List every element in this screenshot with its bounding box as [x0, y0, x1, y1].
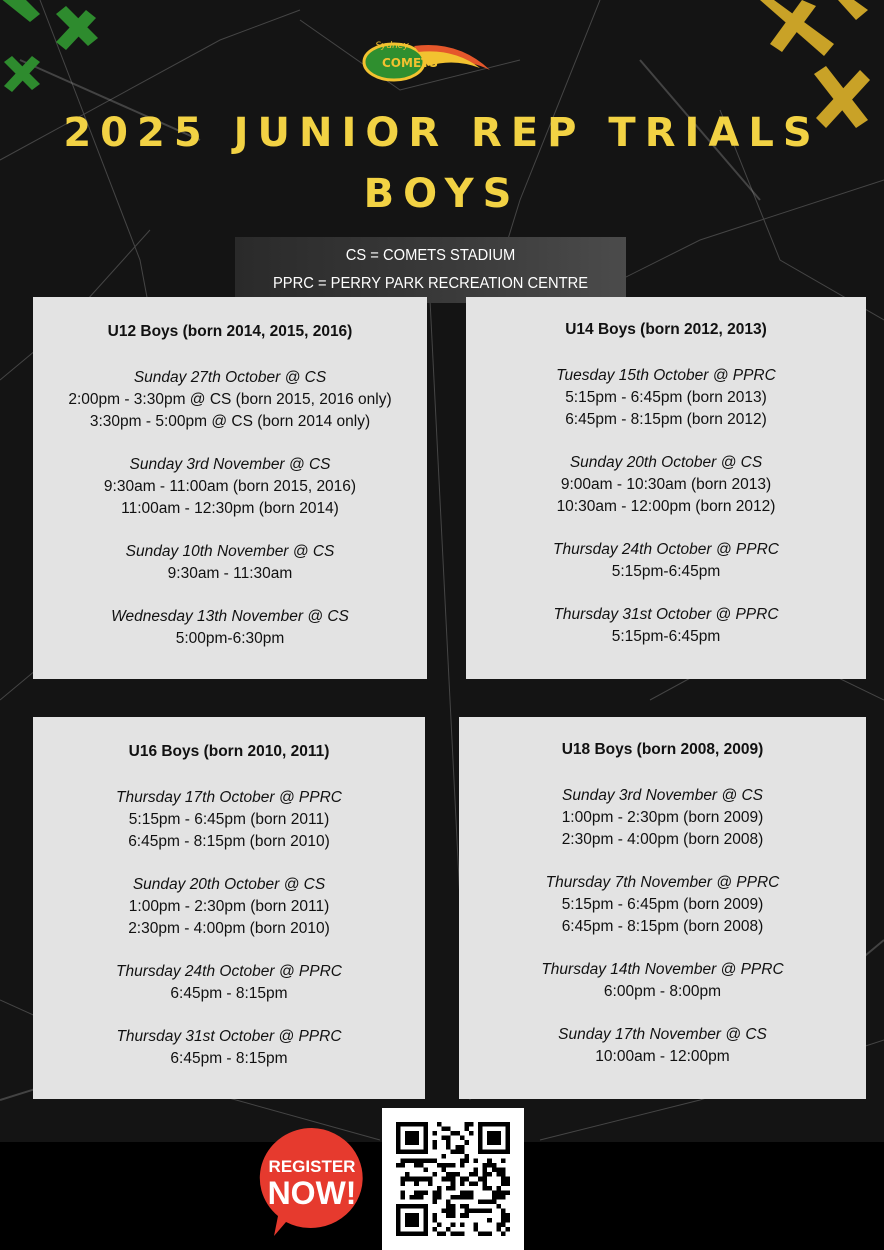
session — [466, 365, 866, 431]
session-day: Sunday 10th November @ CS — [125, 543, 335, 560]
session — [466, 539, 866, 583]
session-day: Sunday 3rd November @ CS — [562, 787, 763, 804]
session-time: 10:30am - 12:00pm (born 2012) — [556, 498, 776, 515]
session-time: 6:45pm - 8:15pm (born 2010) — [128, 833, 330, 850]
qr-code[interactable] — [382, 1108, 524, 1250]
session-time: 1:00pm - 2:30pm (born 2009) — [561, 809, 764, 826]
session-day: Sunday 17th November @ CS — [558, 1026, 767, 1043]
session — [33, 606, 427, 650]
green-cross-icon — [0, 0, 110, 105]
session-time: 3:30pm - 5:00pm @ CS (born 2014 only) — [89, 413, 371, 430]
session-day: Thursday 24th October @ PPRC — [116, 963, 342, 980]
session-time: 1:00pm - 2:30pm (born 2011) — [128, 898, 330, 915]
schedule-card-u16 — [33, 717, 425, 1099]
session-day: Thursday 31st October @ PPRC — [553, 606, 779, 623]
session-time: 9:00am - 10:30am (born 2013) — [560, 476, 772, 493]
legend-line: CS = COMETS STADIUM — [345, 247, 516, 264]
session — [459, 872, 866, 938]
card-heading: U12 Boys (born 2014, 2015, 2016) — [107, 323, 353, 340]
page-subtitle: BOYS — [363, 171, 521, 217]
page-title: 2025 JUNIOR REP TRIALS — [63, 110, 821, 156]
session-time: 6:45pm - 8:15pm (born 2008) — [561, 918, 764, 935]
session-day: Wednesday 13th November @ CS — [111, 608, 349, 625]
logo-text-top: Sydney — [375, 41, 409, 51]
session-day: Thursday 14th November @ PPRC — [541, 961, 784, 978]
legend-line: PPRC = PERRY PARK RECREATION CENTRE — [272, 275, 589, 292]
session-day: Sunday 20th October @ CS — [569, 454, 763, 471]
sydney-comets-logo — [358, 26, 494, 86]
schedule-card-u18 — [459, 717, 866, 1099]
session — [459, 1024, 866, 1068]
session-time: 9:30am - 11:30am — [167, 565, 293, 582]
session-time: 5:15pm-6:45pm — [611, 563, 721, 580]
session-time: 6:45pm - 8:15pm — [170, 985, 288, 1002]
session-time: 9:30am - 11:00am (born 2015, 2016) — [103, 478, 357, 495]
card-heading: U18 Boys (born 2008, 2009) — [561, 741, 764, 758]
schedule-card-u12 — [33, 297, 427, 679]
session-time: 2:00pm - 3:30pm @ CS (born 2015, 2016 only) — [68, 391, 392, 408]
session-day: Thursday 24th October @ PPRC — [553, 541, 779, 558]
session-time: 10:00am - 12:00pm — [595, 1048, 730, 1065]
session-time: 6:45pm - 8:15pm — [170, 1050, 288, 1067]
session-time: 6:00pm - 8:00pm — [603, 983, 722, 1000]
session — [33, 961, 425, 1005]
session-time: 5:15pm-6:45pm — [611, 628, 721, 645]
session-time: 11:00am - 12:30pm (born 2014) — [121, 500, 339, 517]
session-day: Tuesday 15th October @ PPRC — [556, 367, 776, 384]
session — [466, 452, 866, 518]
card-heading: U14 Boys (born 2012, 2013) — [565, 321, 767, 338]
session-day: Thursday 31st October @ PPRC — [116, 1028, 342, 1045]
session — [33, 1026, 425, 1070]
session-time: 2:30pm - 4:00pm (born 2008) — [561, 831, 764, 848]
session — [459, 785, 866, 851]
register-now-button[interactable] — [256, 1124, 368, 1238]
session-day: Thursday 17th October @ PPRC — [116, 789, 342, 806]
session — [33, 367, 427, 433]
logo-text-bottom: COMETS — [382, 56, 438, 70]
session — [33, 541, 427, 585]
schedule-card-u14 — [466, 297, 866, 679]
session-day: Sunday 27th October @ CS — [133, 369, 327, 386]
session — [459, 959, 866, 1003]
session — [33, 874, 425, 940]
session-day: Thursday 7th November @ PPRC — [545, 874, 780, 891]
session-time: 5:15pm - 6:45pm (born 2011) — [128, 811, 330, 828]
qr-code-pattern — [396, 1122, 510, 1236]
session-time: 5:15pm - 6:45pm (born 2009) — [561, 896, 764, 913]
session — [33, 787, 425, 853]
session-time: 2:30pm - 4:00pm (born 2010) — [128, 920, 330, 937]
session-time: 6:45pm - 8:15pm (born 2012) — [565, 411, 767, 428]
register-label: REGISTER — [268, 1157, 356, 1176]
session — [466, 604, 866, 648]
card-heading: U16 Boys (born 2010, 2011) — [128, 743, 330, 760]
register-label: NOW! — [267, 1175, 357, 1211]
session-day: Sunday 20th October @ CS — [132, 876, 326, 893]
session — [33, 454, 427, 520]
session-time: 5:15pm - 6:45pm (born 2013) — [565, 389, 767, 406]
session-time: 5:00pm-6:30pm — [175, 630, 285, 647]
venue-legend — [235, 237, 626, 303]
session-day: Sunday 3rd November @ CS — [129, 456, 331, 473]
